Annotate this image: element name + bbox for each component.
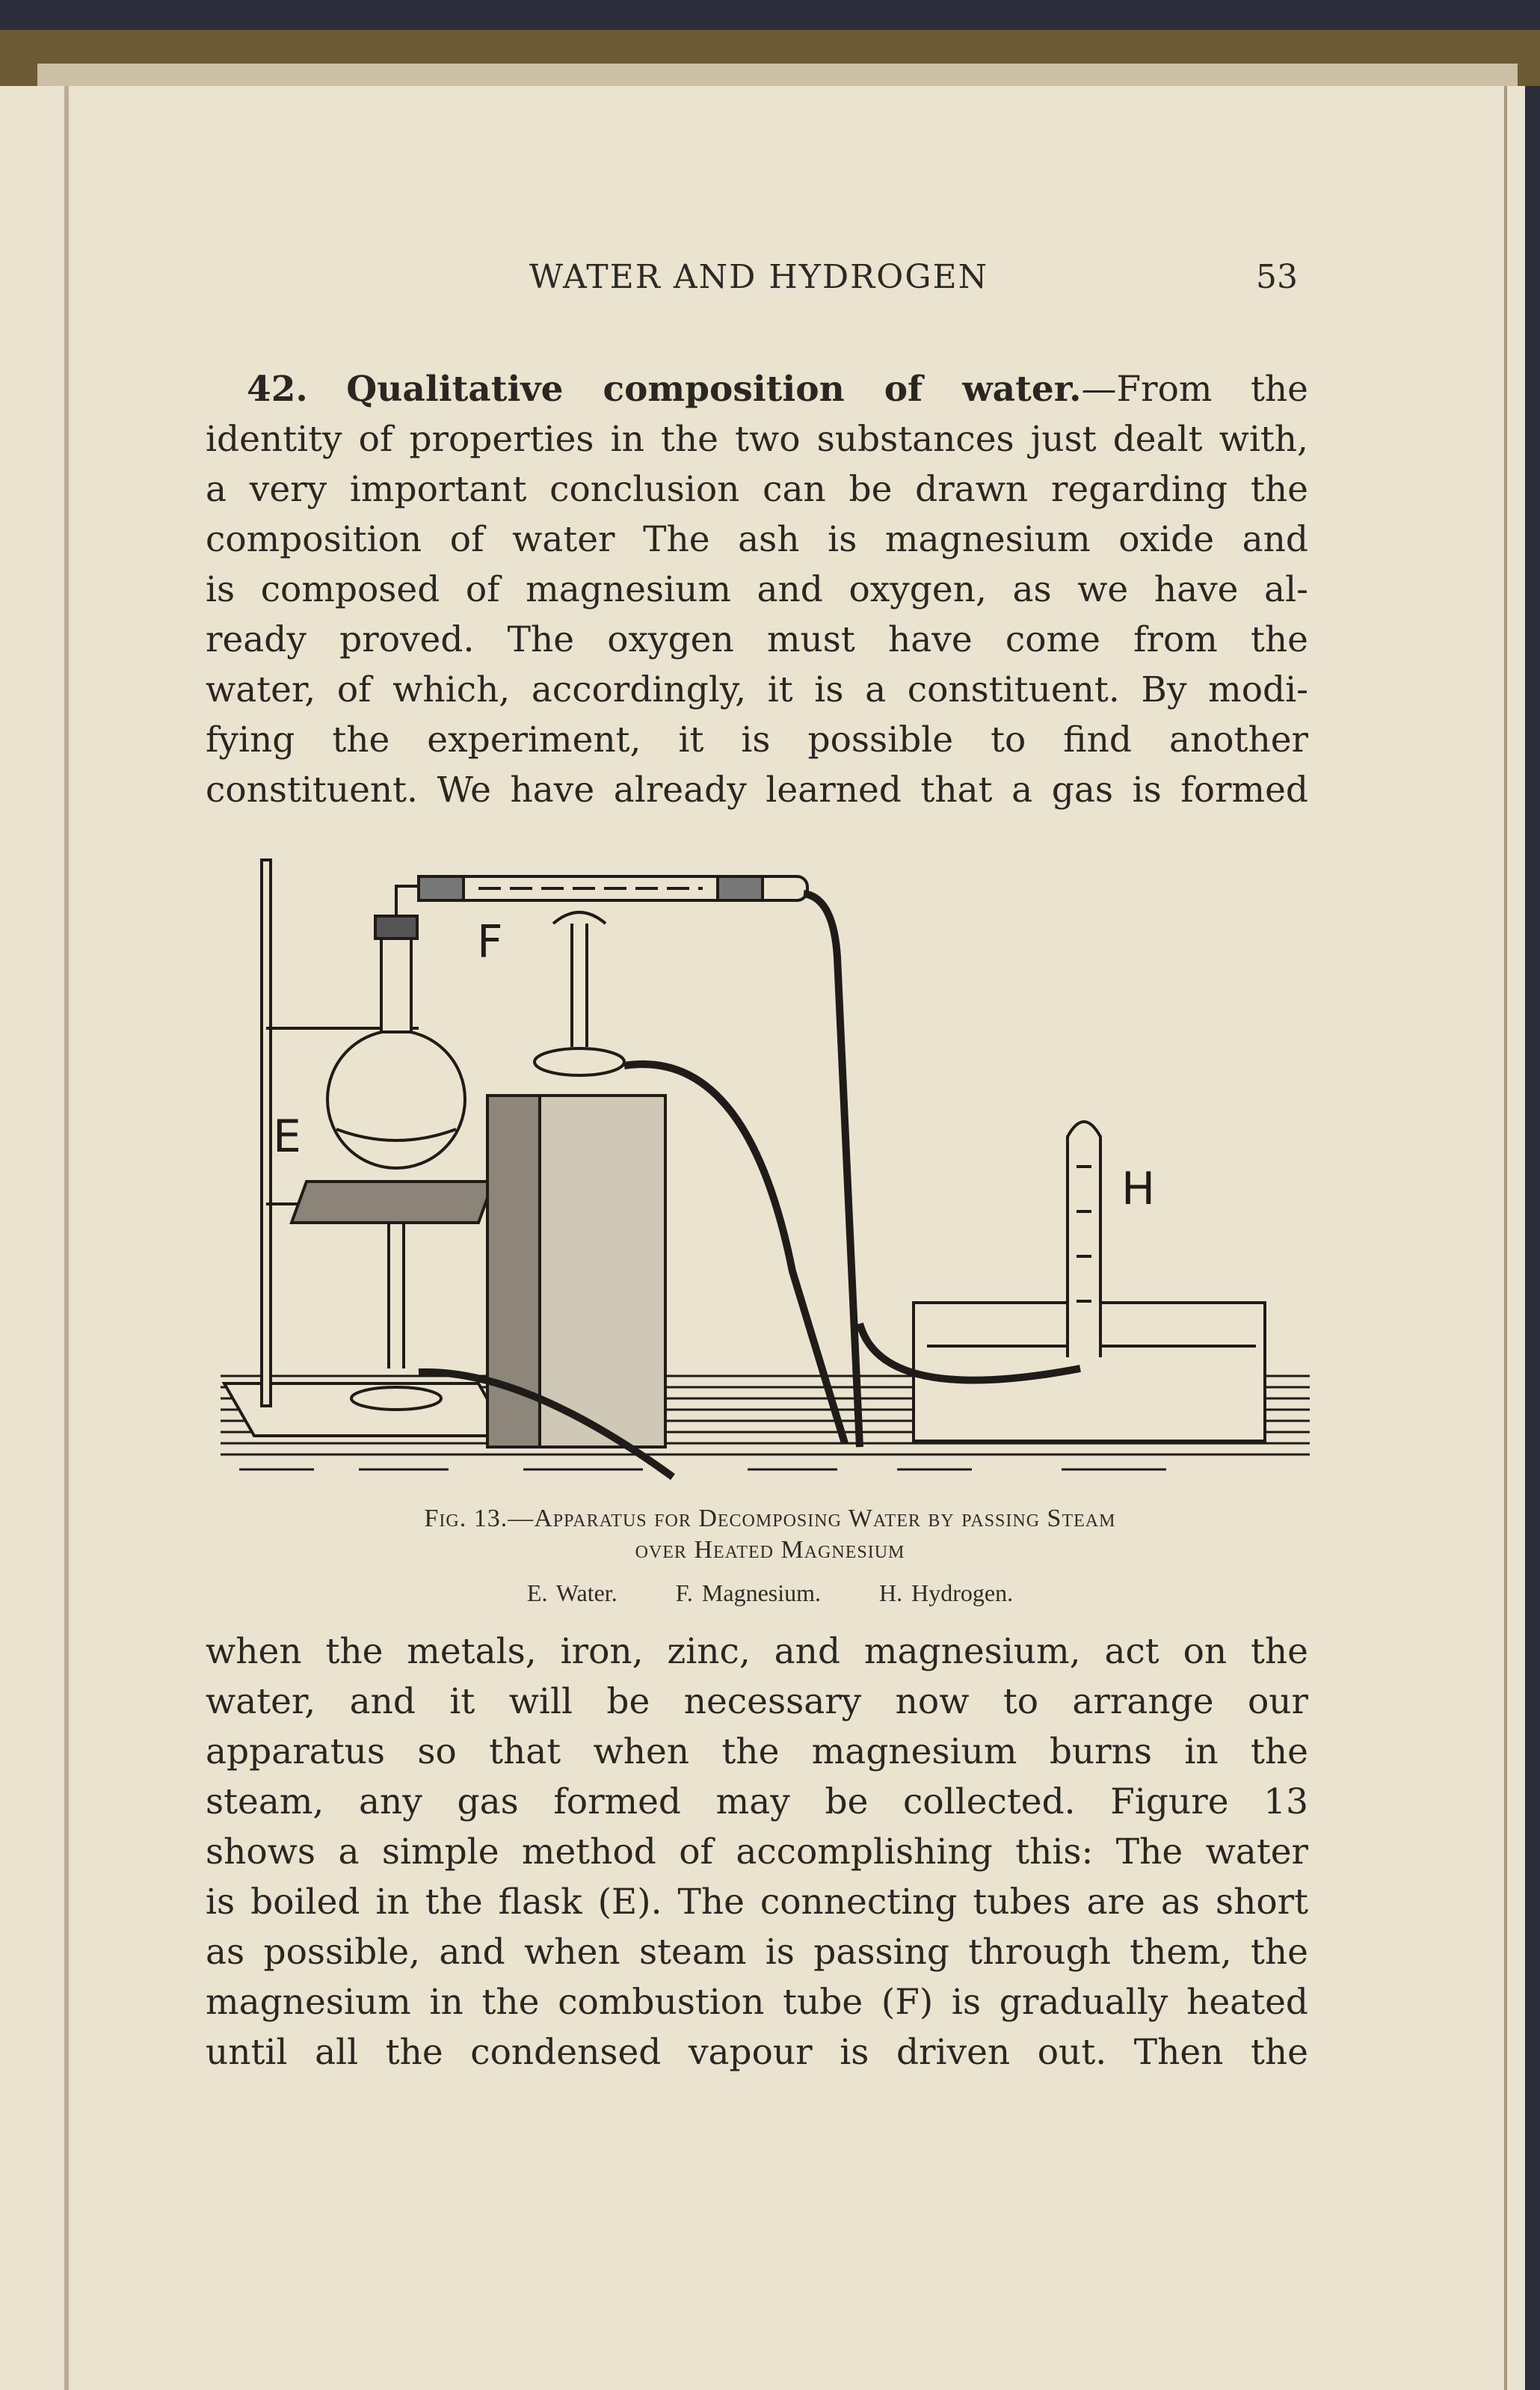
label-h: H (1121, 1163, 1156, 1215)
section-heading: Qualitative composition of water. (346, 369, 1082, 410)
text-line: is boiled in the flask (E). The connecting tubes are as short (206, 1881, 1308, 1923)
text-line: until all the condensed vapour is driven out. Then the (206, 2032, 1308, 2073)
text-line: a very important conclusion can be drawn regarding the (206, 469, 1308, 510)
burner-under-flask (351, 1223, 441, 1410)
text-line: as possible, and when steam is passing through them, the (206, 1932, 1308, 1973)
support-block (487, 1096, 665, 1447)
pneumatic-trough (860, 1303, 1265, 1441)
test-tube-h (1068, 1122, 1100, 1357)
text-line: when the metals, iron, zinc, and magnesium, act on the (206, 1631, 1308, 1672)
text-line: constituent. We have already learned that a gas is formed (206, 769, 1308, 811)
paragraph-after-figure (206, 1626, 1308, 2077)
text-line: 42. Qualitative composition of water.—From the (247, 369, 1308, 410)
running-header (0, 258, 1540, 303)
text-line: fying the experiment, it is possible to find another (206, 719, 1308, 761)
text-line: apparatus so that when the magnesium burns in the (206, 1731, 1308, 1772)
text-line: water, and it will be necessary now to arrange our (206, 1681, 1308, 1722)
running-title: WATER AND HYDROGEN (529, 258, 989, 296)
text-line: identity of properties in the two substances just dealt with, (206, 419, 1308, 460)
text-line: magnesium in the combustion tube (F) is gradually heated (206, 1982, 1308, 2023)
legend-e: E. Water. (526, 1579, 617, 1606)
page-gutter (64, 86, 69, 2390)
legend-h: H. Hydrogen. (879, 1579, 1014, 1606)
burner-under-tube (535, 912, 624, 1075)
text-line: composition of water The ash is magnesium oxide and (206, 519, 1308, 560)
label-e: E (273, 1110, 301, 1163)
caption-title-line2: over Heated Magnesium (635, 1536, 905, 1564)
text-line: ready proved. The oxygen must have come from the (206, 619, 1308, 660)
figure-caption (284, 1503, 1256, 1607)
page-number: 53 (1256, 258, 1298, 296)
section-number: 42. (247, 369, 308, 410)
caption-legend (284, 1579, 1256, 1607)
label-f: F (477, 916, 503, 968)
text-line: steam, any gas formed may be collected. Figure 13 (206, 1781, 1308, 1822)
text-line: is composed of magnesium and oxygen, as we have al- (206, 569, 1308, 610)
text-line: shows a simple method of accomplishing this: The water (206, 1831, 1308, 1873)
legend-f: F. Magnesium. (675, 1579, 822, 1606)
paragraph-before-figure (206, 364, 1308, 815)
combustion-tube-f (419, 876, 807, 900)
text-line: water, of which, accordingly, it is a constituent. By modi- (206, 669, 1308, 710)
page-right-edge (1504, 86, 1507, 2390)
apparatus-illustration (209, 845, 1316, 1496)
caption-title-line1: Fig. 13.—Apparatus for Decomposing Water by passing Steam (424, 1505, 1116, 1532)
